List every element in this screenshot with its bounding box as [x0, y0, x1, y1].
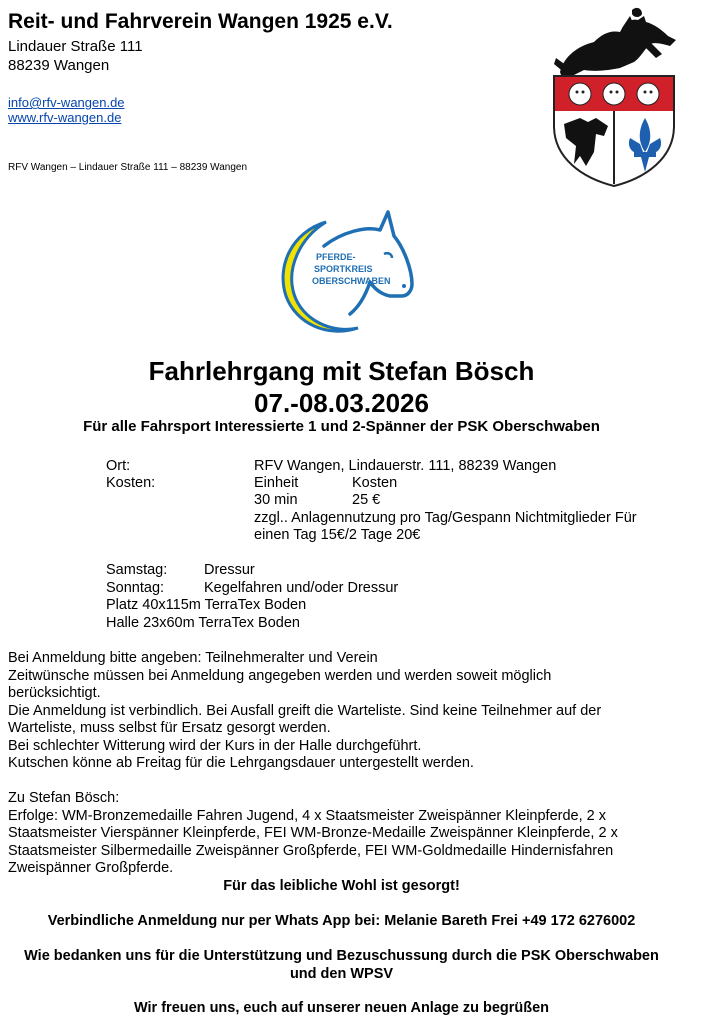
email-link[interactable]: info@rfv-wangen.de	[8, 95, 125, 110]
event-date: 07.-08.03.2026	[254, 388, 429, 418]
note-line: Bei Anmeldung bitte angeben: Teilnehmeralter und Verein	[8, 650, 378, 666]
club-crest-icon	[550, 6, 678, 188]
registration-notes	[8, 650, 688, 773]
page-title: Fahrlehrgang mit Stefan Bösch	[148, 356, 535, 386]
event-subtitle: Für alle Fahrsport Interessierte 1 und 2-Spänner der PSK Oberschwaben	[83, 418, 600, 435]
logo-text-line2: SPORTKREIS	[314, 264, 373, 274]
kosten-header: Kosten	[352, 475, 398, 491]
einheit-value: 30 min	[254, 492, 298, 508]
ort-value: RFV Wangen, Lindauerstr. 111, 88239 Wangen	[254, 458, 557, 474]
sonntag-label: Sonntag:	[106, 580, 165, 596]
welcome-note: Wir freuen uns, euch auf unserer neuen Anlage zu begrüßen	[133, 1000, 550, 1016]
website-link[interactable]: www.rfv-wangen.de	[8, 110, 122, 125]
about-line: Zweispänner Großpferde.	[8, 860, 174, 876]
einheit-header: Einheit	[254, 475, 299, 491]
halle-info: Halle 23x60m TerraTex Boden	[106, 615, 300, 631]
samstag-label: Samstag:	[106, 562, 168, 578]
logo-text-line1: PFERDE-	[316, 252, 356, 262]
thanks-line1: Wie bedanken uns für die Unterstützung und Bezuschussung durch die PSK Oberschwaben	[24, 948, 659, 964]
food-note: Für das leibliche Wohl ist gesorgt!	[223, 878, 460, 894]
kosten-note-line2: einen Tag 15€/2 Tage 20€	[254, 527, 421, 543]
kosten-note-line1: zzgl.. Anlagennutzung pro Tag/Gespann Nichtmitglieder Für	[254, 510, 637, 526]
registration-contact: Verbindliche Anmeldung nur per Whats App bei: Melanie Bareth Frei +49 172 6276002	[47, 913, 636, 929]
city-address: 88239 Wangen	[8, 57, 110, 74]
psk-oberschwaben-logo	[262, 196, 426, 342]
about-line: Staatsmeister Silbermedaille Zweispänner Großpferde, FEI WM-Goldmedaille Hindernisfahren	[8, 842, 614, 859]
kosten-label: Kosten:	[106, 475, 156, 491]
note-line: Warteliste, muss selbst für Ersatz gesorgt werden.	[8, 720, 331, 736]
sonntag-value: Kegelfahren und/oder Dressur	[204, 580, 399, 596]
samstag-value: Dressur	[204, 562, 255, 578]
about-line: Staatsmeister Vierspänner Kleinpferde, FEI WM-Bronze-Medaille Zweispänner Kleinpferde, 2 x	[8, 825, 618, 841]
note-line: Die Anmeldung ist verbindlich. Bei Ausfall greift die Warteliste. Sind keine Teilnehmer auf der	[8, 702, 602, 719]
platz-info: Platz 40x115m TerraTex Boden	[106, 597, 307, 613]
note-line: berücksichtigt.	[8, 685, 101, 701]
about-heading: Zu Stefan Bösch:	[8, 790, 120, 806]
about-line: Erfolge: WM-Bronzemedaille Fahren Jugend, 4 x Staatsmeister Zweispänner Kleinpferde, 2 x	[8, 807, 607, 824]
note-line: Zeitwünsche müssen bei Anmeldung angegeben werden und werden soweit möglich	[8, 667, 552, 684]
note-line: Bei schlechter Witterung wird der Kurs in der Halle durchgeführt.	[8, 737, 422, 754]
organization-name: Reit- und Fahrverein Wangen 1925 e.V.	[8, 10, 393, 33]
note-line: Kutschen könne ab Freitag für die Lehrgangsdauer untergestellt werden.	[8, 755, 474, 771]
kosten-value: 25 €	[352, 492, 381, 508]
street-address: Lindauer Straße 111	[8, 38, 143, 55]
thanks-line2: und den WPSV	[289, 966, 394, 982]
ort-label: Ort:	[106, 458, 131, 474]
logo-text-line3: OBERSCHWABEN	[312, 276, 391, 286]
sender-line: RFV Wangen – Lindauer Straße 111 – 88239 Wangen	[8, 162, 248, 173]
about-section	[8, 790, 688, 878]
